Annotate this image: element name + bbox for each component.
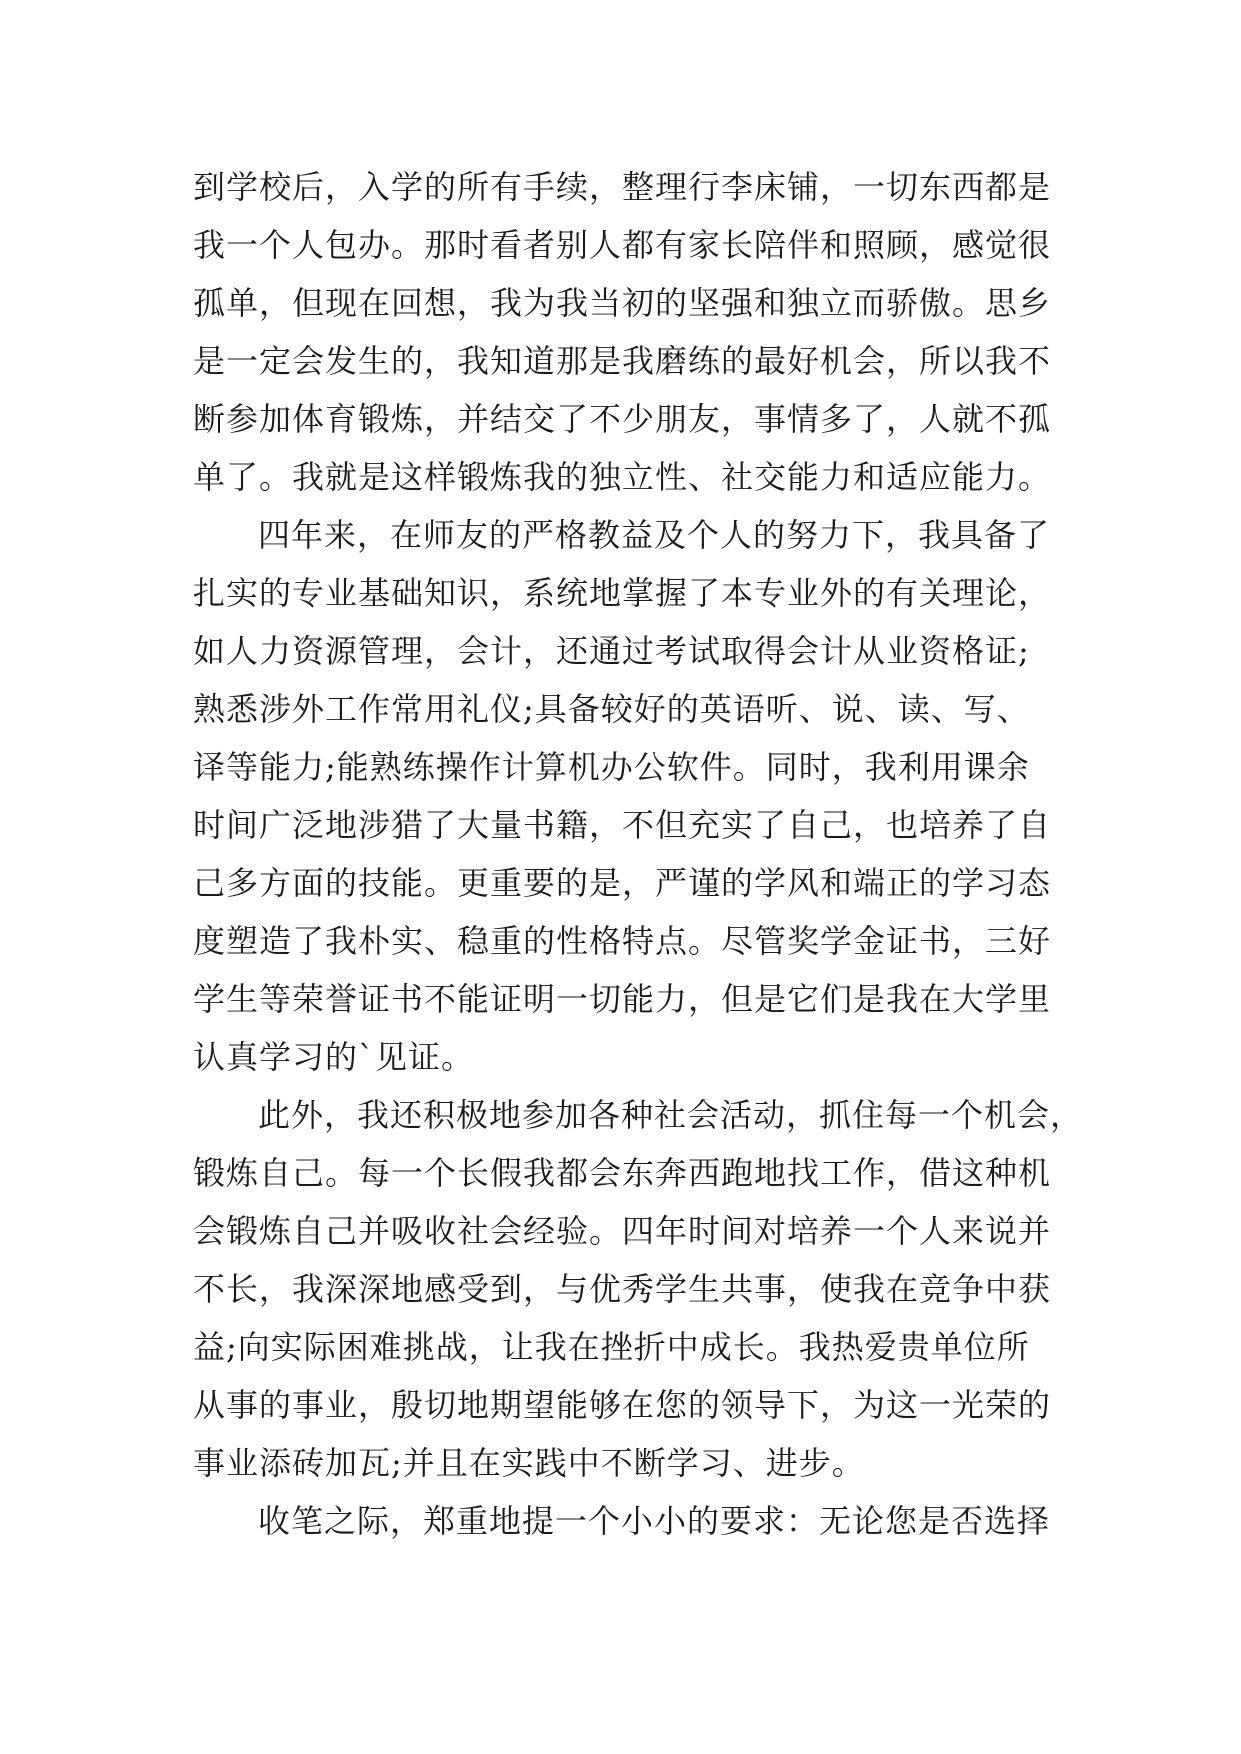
- text-line: 到学校后，入学的所有手续，整理行李床铺，一切东西都是: [193, 168, 1052, 206]
- text-line: 时间广泛地涉猎了大量书籍，不但充实了自己，也培养了自: [193, 806, 1052, 844]
- text-line: 熟悉涉外工作常用礼仪;具备较好的英语听、说、读、写、: [193, 690, 1030, 728]
- text-line: 如人力资源管理，会计，还通过考试取得会计从业资格证;: [193, 632, 1030, 670]
- text-line: 断参加体育锻炼，并结交了不少朋友，事情多了，人就不孤: [193, 400, 1052, 438]
- text-line: 四年来，在师友的严格教益及个人的努力下，我具备了: [258, 516, 1051, 554]
- text-line: 是一定会发生的，我知道那是我磨练的最好机会，所以我不: [193, 342, 1052, 380]
- text-line: 益;向实际困难挑战，让我在挫折中成长。我热爱贵单位所: [193, 1328, 1030, 1366]
- paragraph-3: [193, 1086, 1084, 1492]
- text-line: 度塑造了我朴实、稳重的性格特点。尽管奖学金证书，三好: [193, 922, 1052, 960]
- text-line: 此外，我还积极地参加各种社会活动，抓住每一个机会，: [258, 1096, 1084, 1134]
- text-line: 译等能力;能熟练操作计算机办公软件。同时，我利用课余: [193, 748, 1030, 786]
- text-line: 锻炼自己。每一个长假我都会东奔西跑地找工作，借这种机: [193, 1154, 1052, 1192]
- text-line: 己多方面的技能。更重要的是，严谨的学风和端正的学习态: [193, 864, 1052, 902]
- text-line: 学生等荣誉证书不能证明一切能力，但是它们是我在大学里: [193, 980, 1052, 1018]
- body-text: [193, 158, 1084, 1550]
- paragraph-1: [193, 158, 1073, 506]
- text-line: 事业添砖加瓦;并且在实践中不断学习、进步。: [193, 1444, 865, 1482]
- text-line: 我一个人包办。那时看者别人都有家长陪伴和照顾，感觉很: [193, 226, 1052, 264]
- text-line: 收笔之际，郑重地提一个小小的要求：无论您是否选择: [258, 1502, 1051, 1540]
- text-line: 扎实的专业基础知识，系统地掌握了本专业外的有关理论，: [193, 574, 1052, 612]
- text-line: 会锻炼自己并吸收社会经验。四年时间对培养一个人来说并: [193, 1212, 1052, 1250]
- paragraph-2: [193, 506, 1073, 1086]
- text-line: 不长，我深深地感受到，与优秀学生共事，使我在竞争中获: [193, 1270, 1052, 1308]
- text-line: 单了。我就是这样锻炼我的独立性、社交能力和适应能力。: [193, 458, 1052, 496]
- text-line: 孤单，但现在回想，我为我当初的坚强和独立而骄傲。思乡: [193, 284, 1052, 322]
- text-line: 从事的事业，殷切地期望能够在您的领导下，为这一光荣的: [193, 1386, 1052, 1424]
- text-line: 认真学习的`见证。: [193, 1038, 475, 1076]
- paragraph-4: [193, 1492, 1073, 1550]
